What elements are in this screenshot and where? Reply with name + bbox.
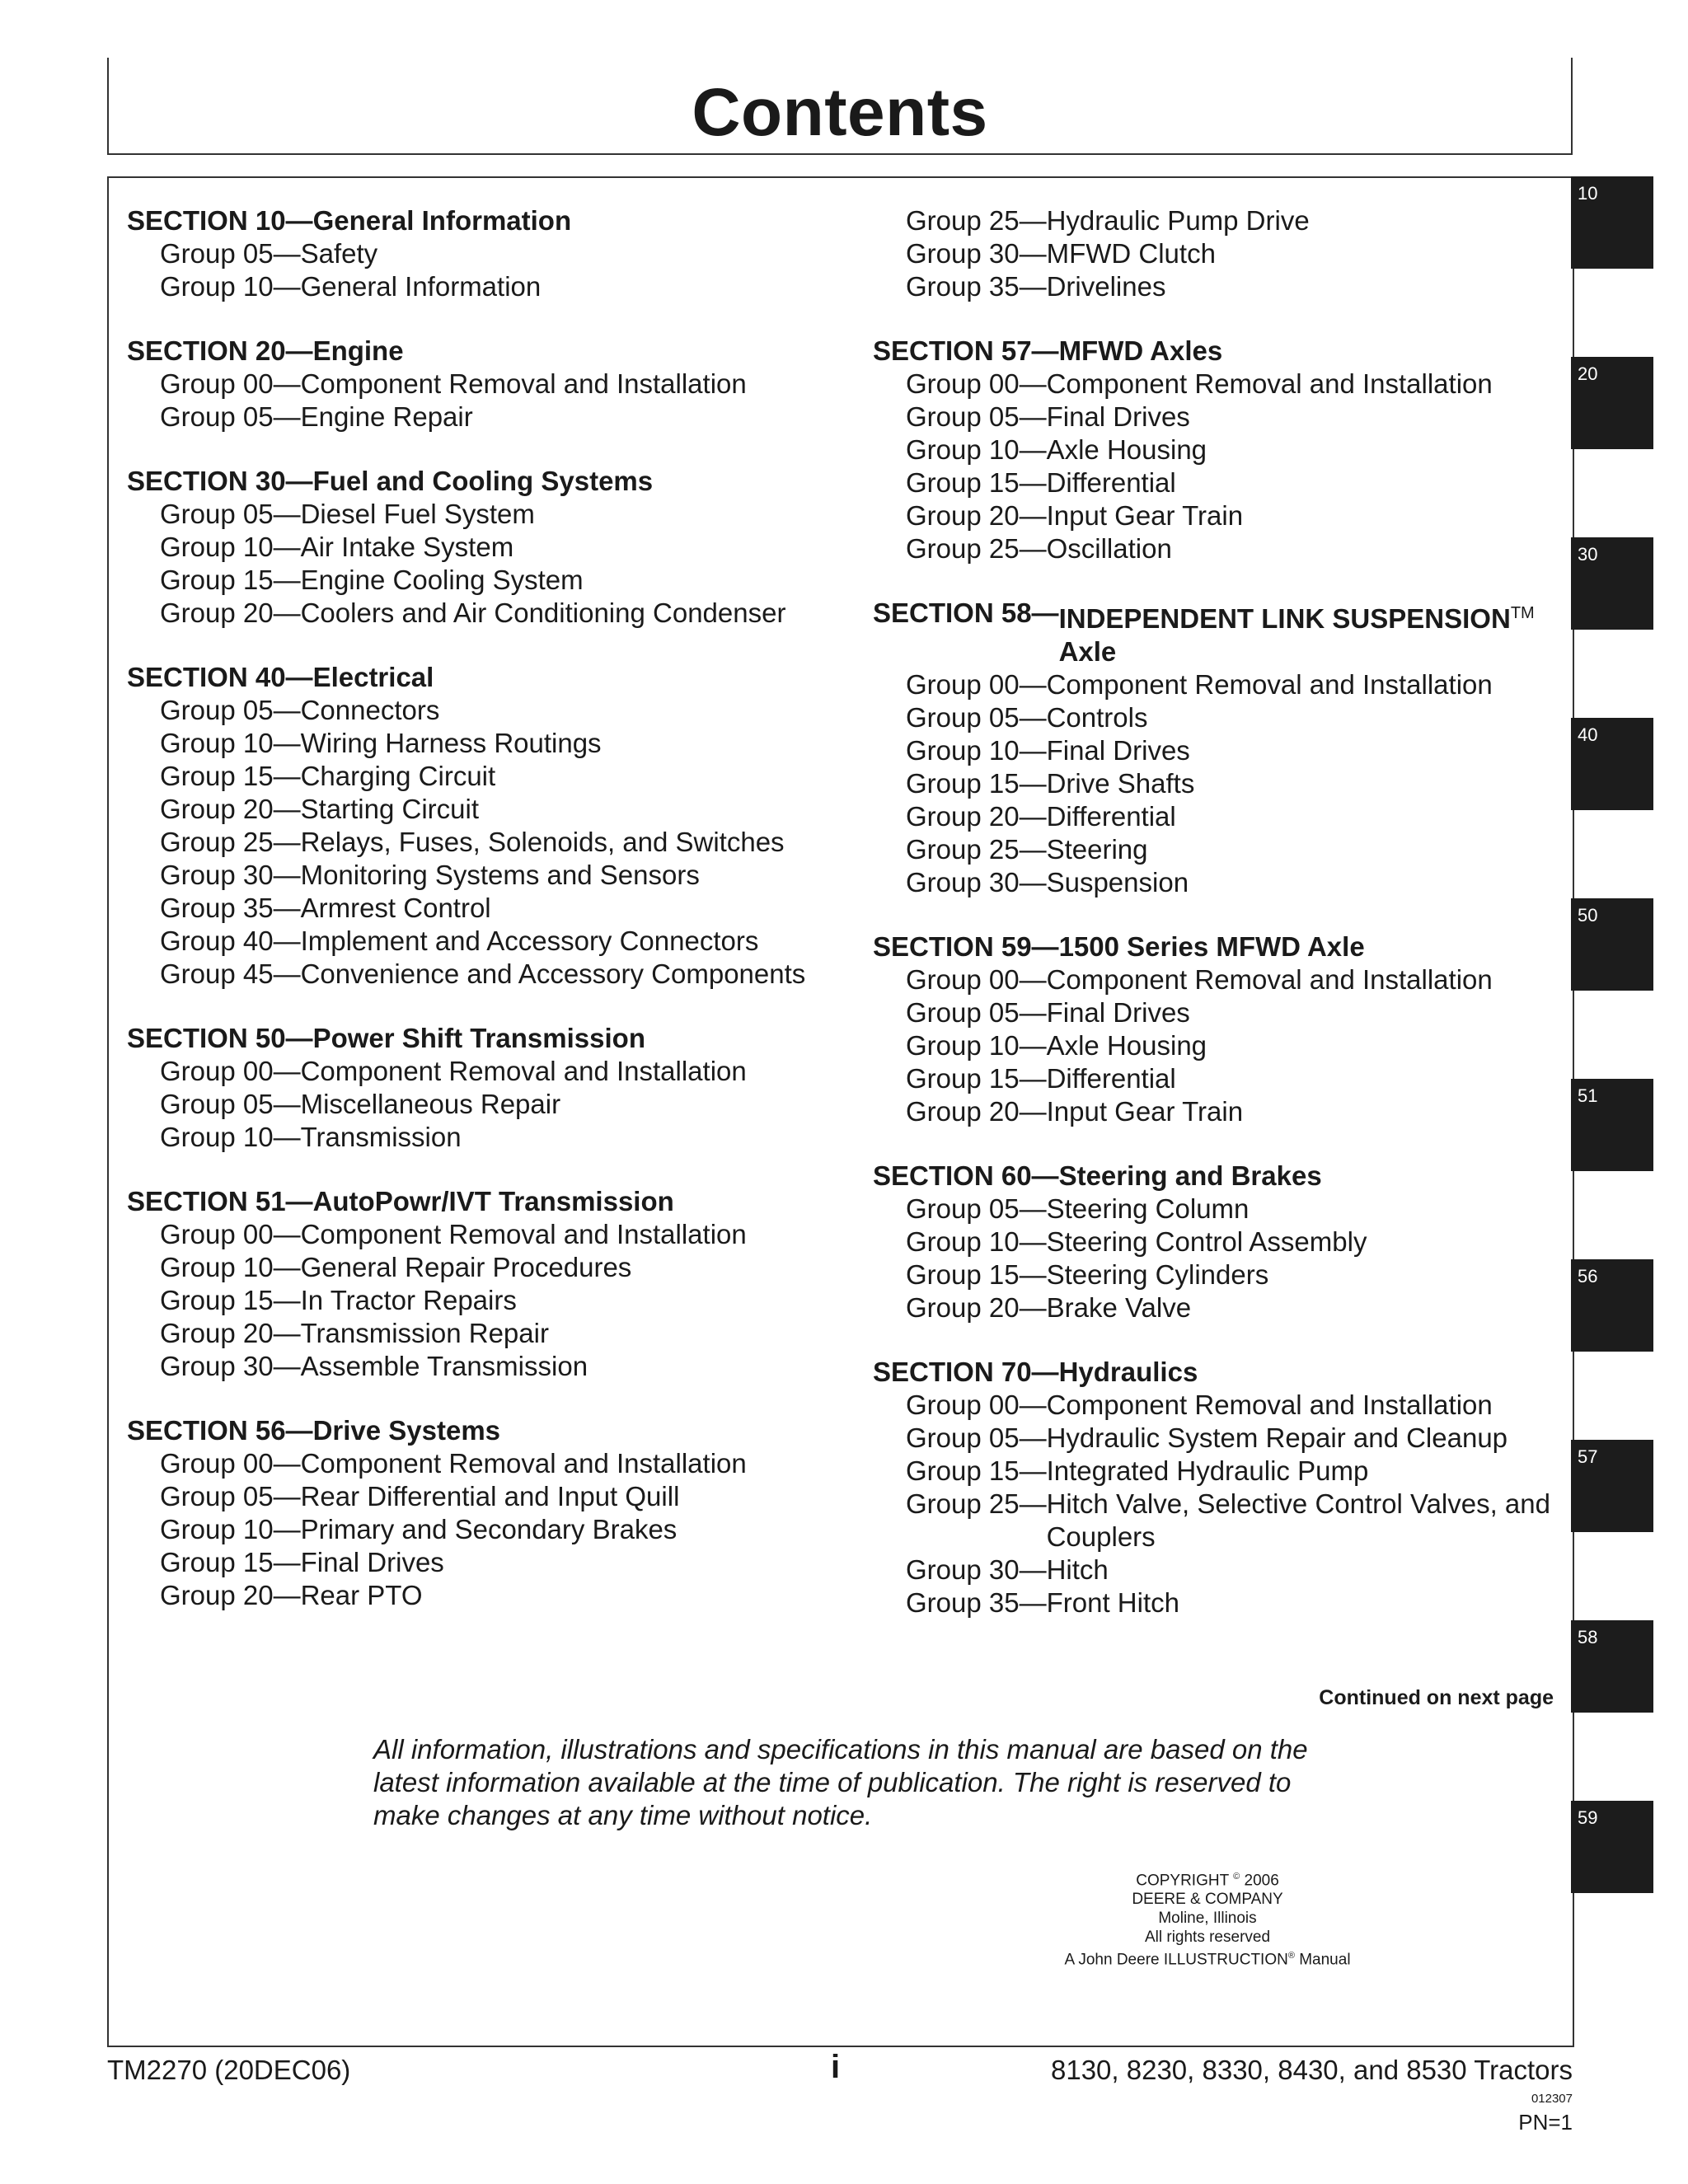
section-heading: [127, 335, 836, 368]
group-title: Component Removal and Installation: [1046, 1390, 1493, 1420]
continued-note: Continued on next page: [1319, 1686, 1554, 1709]
section-number: SECTION 60—: [873, 1160, 1059, 1191]
group-title: Implement and Accessory Connectors: [300, 926, 759, 956]
illustruction-line: A John Deere ILLUSTRUCTION® Manual: [1064, 1951, 1351, 1969]
group-title: Engine Repair: [300, 401, 473, 432]
group-number: Group 05—: [906, 1193, 1047, 1224]
toc-group-entry: [873, 734, 1565, 767]
group-number: Group 10—: [160, 728, 301, 758]
toc-group-entry: [873, 237, 1565, 270]
group-title: Relays, Fuses, Solenoids, and Switches: [300, 827, 785, 857]
section-title-text: MFWD Axles: [1058, 335, 1223, 366]
group-number: Group 10—: [906, 434, 1047, 465]
toc-group-entry: [127, 368, 836, 401]
group-number: Group 25—: [906, 1488, 1047, 1519]
section-tab[interactable]: [1571, 1259, 1653, 1352]
toc-group-entry: [127, 597, 836, 630]
section-tab[interactable]: [1571, 1801, 1653, 1893]
section-number: SECTION 10—: [127, 205, 313, 236]
toc-group-entry: [127, 1055, 836, 1088]
toc-section: [873, 597, 1565, 899]
section-title: [313, 1185, 674, 1218]
toc-section-continued: [873, 204, 1565, 303]
section-heading: [127, 1414, 836, 1447]
group-title: Air Intake System: [300, 532, 514, 562]
group-number: Group 05—: [160, 1089, 301, 1119]
group-title: Transmission: [300, 1122, 462, 1152]
group-number: Group 10—: [906, 1226, 1047, 1257]
toc-group-entry: [127, 401, 836, 434]
group-number: Group 25—: [160, 827, 301, 857]
group-title: Hydraulic System Repair and Cleanup: [1046, 1422, 1508, 1453]
toc-group-entry: [873, 270, 1565, 303]
footer-code: 012307: [1531, 2092, 1573, 2106]
toc-group-entry: [127, 793, 836, 826]
group-number: Group 20—: [906, 801, 1047, 832]
section-heading: [873, 597, 1565, 668]
group-title: Safety: [300, 238, 378, 269]
toc-group-entry: [873, 204, 1565, 237]
group-number: Group 10—: [160, 271, 301, 302]
group-title: Final Drives: [300, 1547, 444, 1577]
group-number: Group 00—: [160, 1448, 301, 1479]
section-tab-label: 10: [1578, 183, 1598, 204]
group-number: Group 35—: [906, 1587, 1047, 1618]
section-heading: [127, 1022, 836, 1055]
section-heading: [127, 204, 836, 237]
group-number: Group 20—: [160, 1318, 301, 1348]
section-tab[interactable]: [1571, 357, 1653, 449]
section-number: SECTION 56—: [127, 1415, 313, 1446]
group-title: Steering: [1046, 834, 1148, 865]
group-title: Integrated Hydraulic Pump: [1046, 1455, 1369, 1486]
group-title: Brake Valve: [1046, 1292, 1192, 1323]
group-number: Group 05—: [906, 702, 1047, 733]
section-heading: [873, 1356, 1565, 1389]
toc-section: [127, 661, 836, 991]
section-tab[interactable]: [1571, 1620, 1653, 1713]
disclaimer: All information, illustrations and specifications in this manual are based on the latest information available at the time of publication. The right is reserved to make changes at any time without notice.: [373, 1734, 1308, 1830]
group-number: Group 25—: [906, 834, 1047, 865]
toc-group-entry: [873, 466, 1565, 499]
section-title-text: Power Shift Transmission: [312, 1023, 645, 1053]
group-title: Axle Housing: [1046, 434, 1207, 465]
section-tab[interactable]: [1571, 1079, 1653, 1171]
group-title: Oscillation: [1046, 533, 1172, 564]
toc-group-entry: [873, 1586, 1565, 1619]
toc-group-entry: [127, 1284, 836, 1317]
section-tab[interactable]: [1571, 1440, 1653, 1532]
group-title: Component Removal and Installation: [1046, 669, 1493, 700]
copyright-block: [973, 1868, 1442, 1970]
toc-group-entry: [873, 1226, 1565, 1258]
group-number: Group 25—: [906, 533, 1047, 564]
group-title: Drive Shafts: [1046, 768, 1195, 799]
section-title-text: Fuel and Cooling Systems: [312, 466, 654, 496]
group-number: Group 20—: [160, 1580, 301, 1610]
section-title: [1059, 1356, 1198, 1389]
toc-group-entry: [873, 963, 1565, 996]
section-number: SECTION 70—: [873, 1357, 1059, 1387]
group-title: Hydraulic Pump Drive: [1046, 205, 1310, 236]
group-number: Group 30—: [906, 238, 1047, 269]
toc-group-entry: [873, 866, 1565, 899]
section-number: SECTION 59—: [873, 931, 1059, 962]
toc-section: [127, 204, 836, 303]
section-title-text: Hydraulics: [1058, 1357, 1198, 1387]
toc-group-entry: [127, 1088, 836, 1121]
toc-group-entry: [127, 564, 836, 597]
group-number: Group 00—: [906, 368, 1047, 399]
section-title: [1059, 1160, 1322, 1193]
group-number: Group 00—: [906, 669, 1047, 700]
group-title: Component Removal and Installation: [1046, 368, 1493, 399]
group-title: Hitch Valve, Selective Control Valves, and Couplers: [1046, 1488, 1550, 1552]
group-title: Input Gear Train: [1046, 1096, 1244, 1127]
toc-group-entry: [873, 1422, 1565, 1455]
toc-group-entry: [873, 1455, 1565, 1488]
group-title: Assemble Transmission: [300, 1351, 588, 1381]
group-title: General Repair Procedures: [300, 1252, 632, 1282]
section-title-text: INDEPENDENT LINK SUSPENSION: [1058, 603, 1511, 634]
toc-group-entry: [873, 996, 1565, 1029]
toc-section: [873, 335, 1565, 565]
toc-section: [127, 335, 836, 434]
section-heading: [127, 465, 836, 498]
group-title: Steering Cylinders: [1046, 1259, 1269, 1290]
group-number: Group 05—: [906, 1422, 1047, 1453]
section-tab-label: 58: [1578, 1627, 1598, 1647]
toc-group-entry: [873, 434, 1565, 466]
section-tab[interactable]: [1571, 176, 1653, 269]
group-number: Group 15—: [906, 1259, 1047, 1290]
group-title: Primary and Secondary Brakes: [300, 1514, 678, 1544]
group-title: Component Removal and Installation: [1046, 964, 1493, 995]
toc-group-entry: [873, 701, 1565, 734]
group-number: Group 30—: [160, 1351, 301, 1381]
group-number: Group 35—: [160, 893, 301, 923]
group-title: Monitoring Systems and Sensors: [300, 860, 700, 890]
toc-group-entry: [873, 767, 1565, 800]
group-title: Front Hitch: [1046, 1587, 1179, 1618]
section-title-text-cont: Axle: [1058, 636, 1117, 667]
group-title: Engine Cooling System: [300, 565, 584, 595]
group-number: Group 40—: [160, 926, 301, 956]
group-number: Group 15—: [160, 565, 301, 595]
toc-group-entry: [873, 1554, 1565, 1586]
group-number: Group 00—: [160, 368, 301, 399]
section-tab-label: 20: [1578, 363, 1598, 384]
section-title-text: 1500 Series MFWD Axle: [1058, 931, 1365, 962]
page-title: Contents: [692, 75, 988, 150]
toc-group-entry: [127, 1121, 836, 1154]
toc-group-entry: [127, 1447, 836, 1480]
toc-group-entry: [127, 1480, 836, 1513]
toc-group-entry: [127, 1579, 836, 1612]
toc-section: [873, 930, 1565, 1128]
toc-group-entry: [127, 1513, 836, 1546]
toc-group-entry: [127, 760, 836, 793]
section-heading: [127, 1185, 836, 1218]
toc-section: [127, 1185, 836, 1383]
group-number: Group 25—: [906, 205, 1047, 236]
group-title: Final Drives: [1046, 997, 1190, 1028]
group-title: Charging Circuit: [300, 761, 496, 791]
company-line: DEERE & COMPANY: [1132, 1891, 1283, 1909]
footer-manual-id: TM2270 (20DEC06): [107, 2055, 351, 2085]
group-title: Differential: [1046, 801, 1176, 832]
group-title: Component Removal and Installation: [300, 368, 747, 399]
toc-group-entry: [127, 859, 836, 892]
toc-section: [873, 1356, 1565, 1619]
toc-group-entry: [873, 532, 1565, 565]
group-number: Group 20—: [906, 1096, 1047, 1127]
contents-column-right: [873, 204, 1565, 1651]
section-number: SECTION 51—: [127, 1186, 313, 1216]
toc-group-entry: [873, 1029, 1565, 1062]
group-title: Suspension: [1046, 867, 1189, 898]
group-number: Group 15—: [906, 1455, 1047, 1486]
group-title: Final Drives: [1046, 401, 1190, 432]
section-title-text: AutoPowr/IVT Transmission: [312, 1186, 674, 1216]
section-title-text: Drive Systems: [312, 1415, 501, 1446]
section-heading: [127, 661, 836, 694]
group-number: Group 10—: [906, 735, 1047, 766]
header-rule-bottom: [107, 153, 1573, 155]
toc-group-entry: [873, 1389, 1565, 1422]
group-number: Group 20—: [160, 598, 301, 628]
section-thumb-tabs: [1571, 0, 1653, 2184]
toc-group-entry: [127, 826, 836, 859]
section-tab-label: 50: [1578, 905, 1598, 926]
section-number: SECTION 58—: [873, 598, 1059, 628]
group-title: Wiring Harness Routings: [300, 728, 602, 758]
section-title: [313, 465, 654, 498]
location-line: Moline, Illinois: [1158, 1910, 1257, 1928]
section-heading: [873, 1160, 1565, 1193]
group-title: Differential: [1046, 467, 1176, 498]
group-number: Group 15—: [160, 1285, 301, 1315]
toc-group-entry: [873, 1291, 1565, 1324]
group-number: Group 10—: [160, 1514, 301, 1544]
group-number: Group 20—: [160, 794, 301, 824]
group-title: Input Gear Train: [1046, 500, 1244, 531]
group-title: Rear PTO: [300, 1580, 423, 1610]
copyright-line: COPYRIGHT © 2006: [1136, 1872, 1279, 1890]
group-number: Group 10—: [906, 1030, 1047, 1061]
toc-group-entry: [127, 892, 836, 925]
group-title: In Tractor Repairs: [300, 1285, 517, 1315]
section-title-text: Electrical: [312, 662, 434, 692]
section-title: [313, 1414, 500, 1447]
group-number: Group 10—: [160, 532, 301, 562]
group-number: Group 20—: [906, 500, 1047, 531]
toc-group-entry: [127, 1317, 836, 1350]
group-title: MFWD Clutch: [1046, 238, 1216, 269]
toc-group-entry: [873, 1095, 1565, 1128]
group-number: Group 30—: [906, 867, 1047, 898]
section-title: [313, 335, 404, 368]
toc-group-entry: [873, 401, 1565, 434]
section-tab-label: 57: [1578, 1446, 1598, 1467]
section-tab-label: 30: [1578, 544, 1598, 565]
section-tab[interactable]: [1571, 898, 1653, 991]
toc-group-entry: [873, 1193, 1565, 1226]
toc-group-entry: [873, 1258, 1565, 1291]
group-number: Group 10—: [160, 1252, 301, 1282]
group-number: Group 00—: [906, 964, 1047, 995]
toc-section: [127, 1414, 836, 1612]
section-title-text: Engine: [312, 335, 404, 366]
group-title: Rear Differential and Input Quill: [300, 1481, 680, 1511]
section-title-text: Steering and Brakes: [1058, 1160, 1322, 1191]
footer-page-number: i: [831, 2049, 841, 2085]
section-title-text: General Information: [312, 205, 572, 236]
trademark-symbol: TM: [1510, 604, 1535, 622]
group-title: Axle Housing: [1046, 1030, 1207, 1061]
toc-group-entry: [127, 1546, 836, 1579]
group-number: Group 15—: [160, 1547, 301, 1577]
group-number: Group 00—: [160, 1056, 301, 1086]
toc-group-entry: [873, 833, 1565, 866]
footer-pn: PN=1: [1518, 2110, 1573, 2135]
group-number: Group 15—: [906, 768, 1047, 799]
group-number: Group 05—: [160, 238, 301, 269]
group-number: Group 35—: [906, 271, 1047, 302]
group-number: Group 15—: [906, 467, 1047, 498]
section-number: SECTION 30—: [127, 466, 313, 496]
section-number: SECTION 57—: [873, 335, 1059, 366]
group-title: Coolers and Air Conditioning Condenser: [300, 598, 786, 628]
toc-section: [873, 1160, 1565, 1324]
toc-group-entry: [873, 1488, 1565, 1554]
toc-group-entry: [127, 925, 836, 958]
toc-group-entry: [873, 368, 1565, 401]
group-title: Transmission Repair: [300, 1318, 549, 1348]
toc-group-entry: [873, 668, 1565, 701]
section-tab-label: 56: [1578, 1266, 1598, 1286]
group-title: Steering Control Assembly: [1046, 1226, 1367, 1257]
group-title: Drivelines: [1046, 271, 1166, 302]
section-heading: [873, 335, 1565, 368]
toc-section: [127, 465, 836, 630]
group-title: Connectors: [300, 695, 440, 725]
toc-group-entry: [873, 800, 1565, 833]
group-title: Component Removal and Installation: [300, 1056, 747, 1086]
section-title: [313, 1022, 645, 1055]
toc-group-entry: [127, 694, 836, 727]
toc-group-entry: [127, 270, 836, 303]
group-title: Component Removal and Installation: [300, 1219, 747, 1249]
toc-group-entry: [127, 1251, 836, 1284]
group-number: Group 05—: [160, 401, 301, 432]
group-number: Group 00—: [906, 1390, 1047, 1420]
section-heading: [873, 930, 1565, 963]
group-title: Armrest Control: [300, 893, 491, 923]
toc-group-entry: [127, 237, 836, 270]
section-number: SECTION 40—: [127, 662, 313, 692]
group-title: Diesel Fuel System: [300, 499, 535, 529]
footer-models: 8130, 8230, 8330, 8430, and 8530 Tractors: [1051, 2055, 1573, 2085]
section-title: [1059, 597, 1535, 668]
section-tab-label: 40: [1578, 724, 1598, 745]
toc-group-entry: [127, 727, 836, 760]
group-number: Group 30—: [160, 860, 301, 890]
toc-group-entry: [873, 1062, 1565, 1095]
group-title: Differential: [1046, 1063, 1176, 1094]
toc-section: [127, 1022, 836, 1154]
group-number: Group 05—: [160, 499, 301, 529]
group-number: Group 05—: [906, 997, 1047, 1028]
group-title: Steering Column: [1046, 1193, 1250, 1224]
section-title: [1059, 930, 1365, 963]
section-tab-label: 51: [1578, 1085, 1598, 1106]
group-title: Starting Circuit: [300, 794, 479, 824]
toc-group-entry: [127, 1350, 836, 1383]
section-tab[interactable]: [1571, 718, 1653, 810]
group-number: Group 05—: [160, 1481, 301, 1511]
section-title: [313, 661, 434, 694]
group-number: Group 45—: [160, 958, 301, 989]
group-number: Group 05—: [160, 695, 301, 725]
group-number: Group 30—: [906, 1554, 1047, 1585]
section-title: [1059, 335, 1223, 368]
group-number: Group 15—: [906, 1063, 1047, 1094]
toc-group-entry: [127, 1218, 836, 1251]
contents-column-left: [127, 204, 836, 1643]
toc-group-entry: [873, 499, 1565, 532]
section-number: SECTION 20—: [127, 335, 313, 366]
section-tab[interactable]: [1571, 537, 1653, 630]
group-title: Miscellaneous Repair: [300, 1089, 561, 1119]
group-title: Hitch: [1046, 1554, 1109, 1585]
section-number: SECTION 50—: [127, 1023, 313, 1053]
group-title: Convenience and Accessory Components: [300, 958, 806, 989]
group-number: Group 05—: [906, 401, 1047, 432]
toc-group-entry: [127, 958, 836, 991]
section-title: [313, 204, 572, 237]
rights-line: All rights reserved: [1144, 1929, 1271, 1947]
group-number: Group 00—: [160, 1219, 301, 1249]
group-number: Group 10—: [160, 1122, 301, 1152]
toc-group-entry: [127, 531, 836, 564]
group-title: Controls: [1046, 702, 1148, 733]
group-number: Group 20—: [906, 1292, 1047, 1323]
group-number: Group 15—: [160, 761, 301, 791]
group-title: Component Removal and Installation: [300, 1448, 747, 1479]
toc-group-entry: [127, 498, 836, 531]
section-tab-label: 59: [1578, 1807, 1598, 1828]
group-title: General Information: [300, 271, 542, 302]
group-title: Final Drives: [1046, 735, 1190, 766]
